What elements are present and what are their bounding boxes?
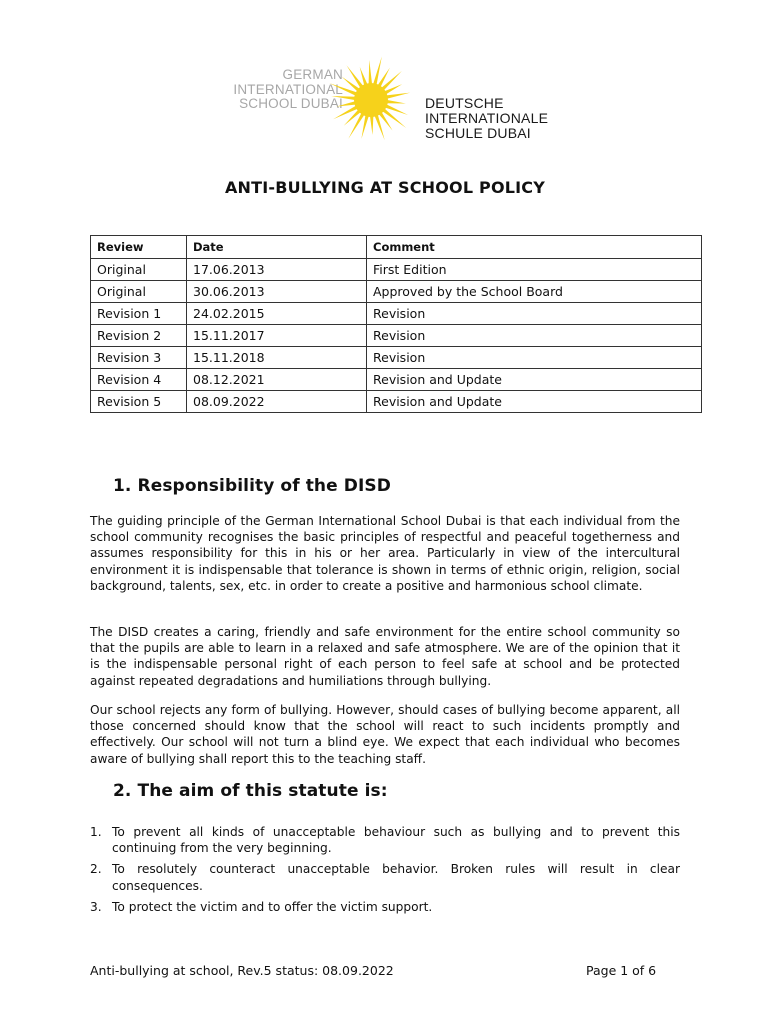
list-item [90,824,680,856]
list-item-text: To resolutely counteract unacceptable behavior. Broken rules will result in clear consequences. [112,862,680,893]
sun-ray [337,101,357,106]
date-cell: 08.12.2021 [187,369,367,391]
table-row [91,303,702,325]
table-row [91,325,702,347]
section-2-heading: 2. The aim of this statute is: [113,781,388,801]
review-cell: Revision 4 [91,369,187,391]
column-header: Comment [367,236,702,259]
review-cell: Revision 2 [91,325,187,347]
list-item-text: To prevent all kinds of unacceptable behaviour such as bullying and to prevent this continuing from the very beginning. [112,825,680,856]
table-row [91,281,702,303]
sun-ray [333,105,358,119]
review-cell: Original [91,281,187,303]
list-item [90,899,680,915]
comment-cell: Approved by the School Board [367,281,702,303]
logo-english-name: GERMAN INTERNATIONAL SCHOOL DUBAI [233,67,343,111]
table-row [91,259,702,281]
date-cell: 30.06.2013 [187,281,367,303]
comment-cell: Revision [367,303,702,325]
section-1-paragraph-1: The guiding principle of the German International School Dubai is that each individual from the school community recognises the basic principles of respectful and peaceful togetherness and assumes responsibility for this in his or her area. Particularly in view of the intercultural environment it is indispensable that tolerance is shown in terms of ethnic origin, religion, social background, talents, sex, etc. in order to create a positive and harmonious school climate. [90,514,680,593]
review-cell: Revision 1 [91,303,187,325]
comment-cell: First Edition [367,259,702,281]
date-cell: 24.02.2015 [187,303,367,325]
comment-cell: Revision [367,325,702,347]
sun-ray [381,71,402,91]
sun-ray [386,100,406,104]
date-cell: 17.06.2013 [187,259,367,281]
sun-ray [369,60,373,85]
page-title: ANTI-BULLYING AT SCHOOL POLICY [224,178,546,197]
review-cell: Original [91,259,187,281]
table-row [91,347,702,369]
list-item-number: 1. [90,825,102,839]
footer-page-number: Page 1 of 6 [586,963,657,978]
school-logo [218,50,558,150]
sun-icon [321,50,421,150]
footer-document-info: Anti-bullying at school, Rev.5 status: 08.09.2022 [90,963,394,978]
comment-cell: Revision [367,347,702,369]
comment-cell: Revision and Update [367,391,702,413]
section-1-paragraph-2: The DISD creates a caring, friendly and safe environment for the entire school community so that the pupils are able to learn in a relaxed and safe atmosphere. We are of the opinion that it is the indispensable personal right of each person to feel safe at school and be protected against repeated degradations and humiliations through bullying. [90,625,680,688]
sun-ray [331,96,356,100]
sun-ray [347,65,364,89]
list-item-number: 3. [90,899,102,914]
table-header-row [91,236,702,259]
section-1-paragraph-3: Our school rejects any form of bullying. However, should cases of bullying become apparent, all those concerned should know that the school will react to such incidents promptly and effectively. Our school will not turn a blind eye. We expect that each individual who becomes aware of bullying shall report this to the teaching staff. [90,703,680,766]
sun-core [354,83,388,117]
review-cell: Revision 5 [91,391,187,413]
logo-german-name: DEUTSCHE INTERNATIONALE SCHULE DUBAI [425,95,549,141]
list-item [90,861,680,893]
table-row [91,369,702,391]
list-item-number: 2. [90,862,102,877]
review-cell: Revision 3 [91,347,187,369]
aims-list [90,824,680,920]
section-1-heading: 1. Responsibility of the DISD [113,476,391,496]
table-row [91,391,702,413]
column-header: Date [187,236,367,259]
sun-ray [382,108,407,128]
comment-cell: Revision and Update [367,369,702,391]
list-item-text: To protect the victim and to offer the victim support. [112,899,433,914]
review-table [90,235,702,413]
sun-ray [361,114,369,139]
date-cell: 15.11.2017 [187,325,367,347]
sun-ray [385,93,410,99]
date-cell: 15.11.2018 [187,347,367,369]
sun-ray [370,115,374,135]
column-header: Review [91,236,187,259]
date-cell: 08.09.2022 [187,391,367,413]
